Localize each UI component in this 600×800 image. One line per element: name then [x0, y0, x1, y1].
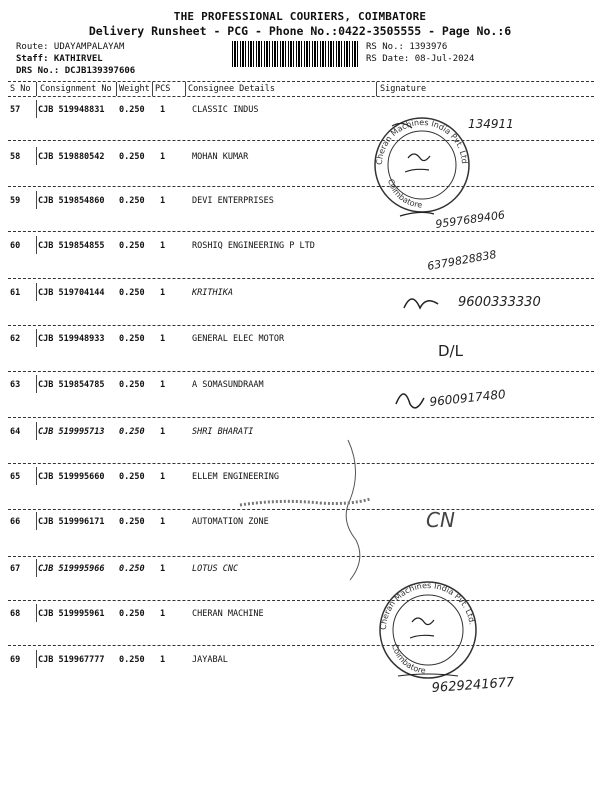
row-consignee: JAYABAL — [192, 655, 228, 665]
row-consignment: CJB 519704144 — [38, 288, 105, 298]
handwritten-phone: 9629241677 — [431, 675, 515, 696]
row-consignment: CJB 519967777 — [38, 655, 105, 665]
company-stamp — [379, 581, 477, 678]
row-consignee: A SOMASUNDRAAM — [192, 380, 264, 390]
col-consignee: Consignee Details — [188, 84, 275, 94]
row-consignee: SHRI BHARATI — [192, 427, 254, 437]
col-pcs: PCS — [155, 84, 171, 94]
row-consignee: AUTOMATION ZONE — [192, 517, 269, 527]
stamp-city: Coimbatore — [389, 642, 427, 676]
row-pcs: 1 — [160, 427, 166, 437]
row-pcs: 1 — [160, 288, 166, 298]
row-consignment: CJB 519854855 — [38, 241, 105, 251]
row-consignee: CHERAN MACHINE — [192, 609, 264, 619]
row-sno: 69 — [10, 655, 21, 665]
rs-number: RS No.: 1393976 — [366, 42, 448, 52]
row-pcs: 1 — [160, 241, 166, 251]
row-pcs: 1 — [160, 105, 166, 115]
row-consignee: GENERAL ELEC MOTOR — [192, 334, 285, 344]
handwritten-number: 134911 — [468, 117, 514, 131]
row-consignee: MOHAN KUMAR — [192, 152, 249, 162]
row-consignment: CJB 519880542 — [38, 152, 105, 162]
row-sno: 61 — [10, 288, 21, 298]
row-pcs: 1 — [160, 380, 166, 390]
stamp-text: Cheran Machines India Pvt. Ltd. — [378, 580, 477, 631]
row-consignee: LOTUS CNC — [192, 564, 239, 574]
row-weight: 0.250 — [119, 427, 145, 437]
row-consignee: ELLEM ENGINEERING — [192, 472, 279, 482]
col-consignment: Consignment No — [40, 84, 112, 94]
row-sno: 68 — [10, 609, 21, 619]
row-weight: 0.250 — [119, 334, 145, 344]
row-sno: 58 — [10, 152, 21, 162]
row-consignment: CJB 519854785 — [38, 380, 105, 390]
row-consignment: CJB 519948933 — [38, 334, 105, 344]
col-weight: Weight — [119, 84, 150, 94]
row-consignment: CJB 519996171 — [38, 517, 105, 527]
staff-label: Staff: KATHIRVEL — [16, 54, 103, 64]
route-label: Route: UDAYAMPALAYAM — [16, 42, 125, 52]
row-consignment: CJB 519995713 — [38, 427, 105, 437]
row-sno: 60 — [10, 241, 21, 251]
row-sno: 65 — [10, 472, 21, 482]
stamp-city: Coimbatore — [385, 177, 423, 210]
row-pcs: 1 — [160, 609, 166, 619]
row-consignee: ROSHIQ ENGINEERING P LTD — [192, 241, 315, 251]
row-weight: 0.250 — [119, 564, 145, 574]
row-consignment: CJB 519854860 — [38, 196, 105, 206]
bracket-scribble — [346, 440, 360, 580]
row-weight: 0.250 — [119, 655, 145, 665]
stamp-text: Cheran Machines India Pvt. Ltd — [374, 117, 470, 166]
handwritten-phone: 6379828838 — [426, 247, 498, 273]
row-sno: 57 — [10, 105, 21, 115]
handwritten-phone: 9600917480 — [428, 387, 507, 409]
row-consignment: CJB 519948831 — [38, 105, 105, 115]
row-consignee: KRITHIKA — [192, 288, 233, 298]
row-consignment: CJB 519995961 — [38, 609, 105, 619]
row-weight: 0.250 — [119, 472, 145, 482]
row-weight: 0.250 — [119, 241, 145, 251]
row-sno: 62 — [10, 334, 21, 344]
row-consignment: CJB 519995660 — [38, 472, 105, 482]
row-consignee: CLASSIC INDUS — [192, 105, 259, 115]
handwritten-initials: CN — [426, 508, 455, 532]
row-pcs: 1 — [160, 517, 166, 527]
row-sno: 66 — [10, 517, 21, 527]
rs-date: RS Date: 08-Jul-2024 — [366, 54, 475, 64]
row-sno: 64 — [10, 427, 21, 437]
row-consignee: DEVI ENTERPRISES — [192, 196, 274, 206]
row-weight: 0.250 — [119, 380, 145, 390]
handwritten-phone: 9597689406 — [434, 208, 506, 231]
row-pcs: 1 — [160, 564, 166, 574]
row-sno: 67 — [10, 564, 21, 574]
company-title: THE PROFESSIONAL COURIERS, COIMBATORE — [173, 10, 427, 23]
row-weight: 0.250 — [119, 196, 145, 206]
row-weight: 0.250 — [119, 609, 145, 619]
row-sno: 59 — [10, 196, 21, 206]
row-consignment: CJB 519995966 — [38, 564, 105, 574]
drs-number: DRS No.: DCJB139397606 — [16, 66, 136, 76]
row-pcs: 1 — [160, 152, 166, 162]
handwritten-note: D/L — [438, 342, 463, 360]
row-pcs: 1 — [160, 655, 166, 665]
row-weight: 0.250 — [119, 288, 145, 298]
row-pcs: 1 — [160, 334, 166, 344]
row-weight: 0.250 — [119, 152, 145, 162]
row-weight: 0.250 — [119, 517, 145, 527]
col-signature: Signature — [380, 84, 427, 94]
col-sno: S No — [10, 84, 31, 94]
row-sno: 63 — [10, 380, 21, 390]
runsheet-subtitle: Delivery Runsheet - PCG - Phone No.:0422-3505555 - Page No.:6 — [88, 24, 512, 38]
row-weight: 0.250 — [119, 105, 145, 115]
row-pcs: 1 — [160, 472, 166, 482]
company-stamp — [0, 0, 469, 212]
row-pcs: 1 — [160, 196, 166, 206]
handwritten-phone: 9600333330 — [458, 295, 541, 310]
